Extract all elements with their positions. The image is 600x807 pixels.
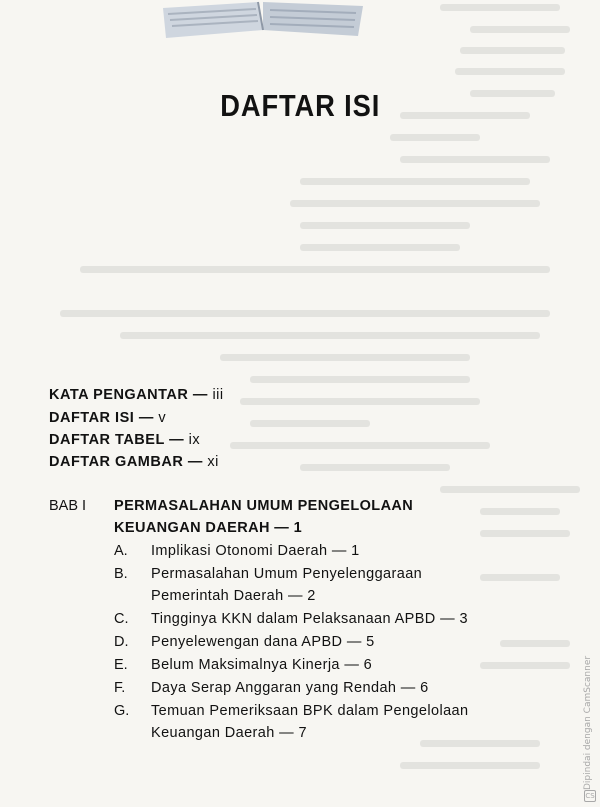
- page-number: ix: [188, 432, 201, 448]
- scanner-watermark: Dipindai dengan CamScanner: [583, 655, 593, 790]
- entry-label: KATA PENGANTAR: [49, 387, 189, 403]
- chapter-title-line2: KEUANGAN DAERAH — 1: [114, 520, 303, 536]
- toc-entry-daftar-isi: [49, 410, 166, 426]
- camscanner-logo-icon: CS: [585, 792, 595, 800]
- section-letter: D.: [114, 634, 129, 650]
- section-entry-c: Tingginya KKN dalam Pelaksanaan APBD — 3: [151, 611, 468, 627]
- separator: —: [187, 454, 203, 470]
- section-entry-e: Belum Maksimalnya Kinerja — 6: [151, 657, 373, 673]
- section-letter: E.: [114, 657, 128, 673]
- section-entry-g: Temuan Pemeriksaan BPK dalam Pengelolaan: [151, 703, 469, 719]
- toc-entry-daftar-tabel: [49, 432, 200, 448]
- chapter-number: BAB I: [49, 498, 87, 514]
- entry-label: DAFTAR TABEL: [49, 432, 165, 448]
- toc-entry-daftar-gambar: [49, 454, 219, 470]
- chapter-title-line1: PERMASALAHAN UMUM PENGELOLAAN: [114, 498, 414, 514]
- entry-label: DAFTAR ISI: [49, 410, 135, 426]
- page-number: iii: [212, 387, 224, 403]
- separator: —: [138, 410, 154, 426]
- page-number: v: [158, 410, 167, 426]
- section-entry-d: Penyelewengan dana APBD — 5: [151, 634, 375, 650]
- section-letter: B.: [114, 566, 128, 582]
- page-number: xi: [207, 454, 219, 470]
- separator: —: [192, 387, 208, 403]
- section-letter: C.: [114, 611, 129, 627]
- section-letter: F.: [114, 680, 126, 696]
- book-illustration: [158, 0, 368, 40]
- page-title: DAFTAR ISI: [220, 88, 381, 123]
- section-entry-b-continued: Pemerintah Daerah — 2: [151, 588, 316, 604]
- section-letter: G.: [114, 703, 130, 719]
- section-entry-f: Daya Serap Anggaran yang Rendah — 6: [151, 680, 429, 696]
- section-entry-a: Implikasi Otonomi Daerah — 1: [151, 543, 360, 559]
- section-entry-b: Permasalahan Umum Penyelenggaraan: [151, 566, 423, 582]
- section-entry-g-continued: Keuangan Daerah — 7: [151, 725, 307, 741]
- toc-entry-kata-pengantar: [49, 387, 224, 403]
- separator: —: [169, 432, 185, 448]
- entry-label: DAFTAR GAMBAR: [49, 454, 184, 470]
- section-letter: A.: [114, 543, 128, 559]
